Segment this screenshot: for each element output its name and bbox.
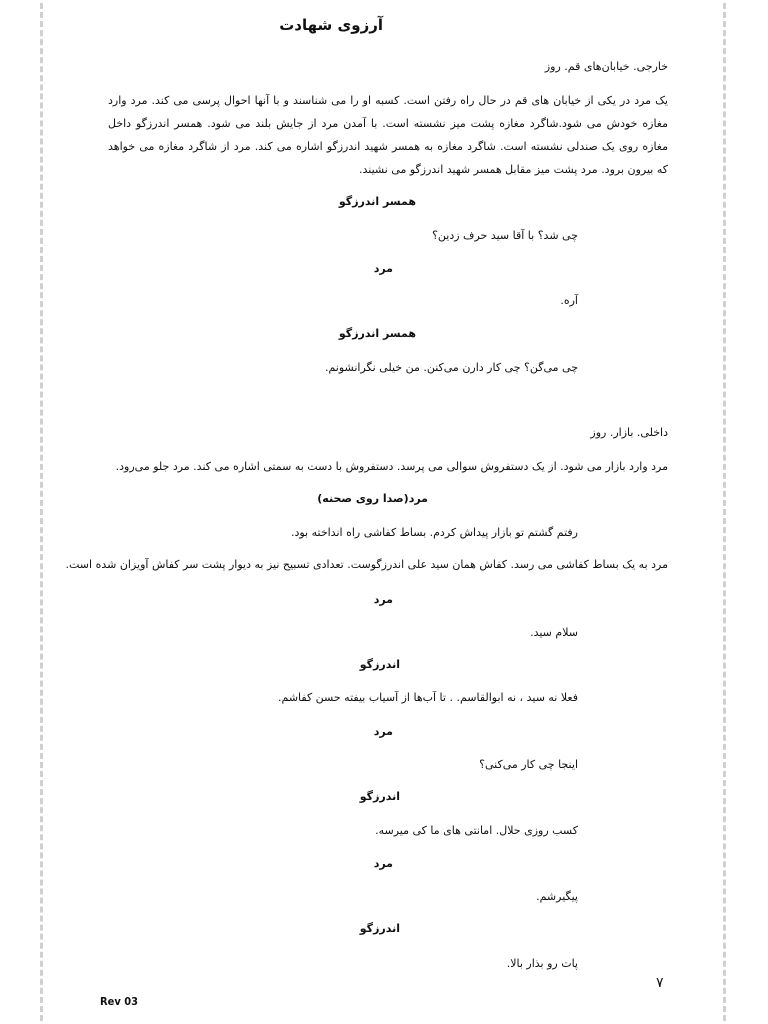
character-name: همسر اندرزگو: [338, 195, 416, 208]
character-name: همسر اندرزگو: [338, 327, 416, 340]
dialogue-line: رفتم گشتم تو بازار پیداش کردم. بساط کفاشی راه انداخته بود.: [290, 526, 578, 539]
revision-label: Rev 03: [100, 995, 139, 1008]
dialogue-line: پات رو بذار بالا.: [506, 957, 578, 970]
character-name: مرد: [373, 262, 393, 275]
character-name: مرد: [373, 725, 393, 738]
action-text: مرد وارد بازار می شود. از یک دستفروش سوالی می پرسد. دستفروش با دست به سمتی اشاره می کند. مرد جلو می‌رود.: [115, 460, 668, 473]
action-text: مرد به یک بساط کفاشی می رسد. کفاش همان سید علی اندرزگوست. تعدادی تسبیح نیز به دیوار پشت سر کفاش آویزان شده است.: [65, 558, 668, 571]
page-number: ۷: [656, 975, 664, 991]
dialogue-line: اینجا چی کار می‌کنی؟: [479, 758, 578, 771]
character-name: اندرزگو: [359, 790, 400, 803]
dialogue-line: چی می‌گن؟ چی کار دارن می‌کنن. من خیلی نگرانشونم.: [324, 361, 578, 374]
scene-heading: خارجی. خیابان‌های قم. روز: [544, 60, 668, 73]
character-name: اندرزگو: [359, 658, 400, 671]
scene-heading: داخلی. بازار. روز: [590, 426, 668, 439]
character-name: مرد(صدا روی صحنه): [317, 492, 428, 505]
character-name: اندرزگو: [359, 922, 400, 935]
dialogue-line: چی شد؟ با آقا سید حرف زدین؟: [432, 229, 578, 242]
dialogue-line: سلام سید.: [530, 626, 578, 639]
dialogue-line: پیگیرشم.: [536, 890, 578, 903]
character-name: مرد: [373, 593, 393, 606]
dialogue-line: فعلا نه سید ، نه ابوالقاسم. . تا آب‌ها از آسیاب بیفته حسن کفاشم.: [278, 691, 578, 704]
action-text: یک مرد در یکی از خیابان های قم در حال راه رفتن است. کسبه او را می شناسند و با آنها احوال پرسی می کند. مرد وارد مغازه خودش می شود.شاگرد مغازه پشت میز نشسته است. با آمدن مرد از جایش بلند می شود. همسر اندرزگو داخل مغازه روی یک صندلی نشسته است. شاگرد مغازه به همسر شهید اندرزگو اشاره می کند. مرد از شاگرد مغازه می خواهد که بیرون برود. مرد پشت میز مقابل همسر شهید اندرزگو می نشیند.: [108, 94, 668, 176]
dialogue-line: آره.: [560, 294, 578, 307]
page-title: آرزوی شهادت: [279, 16, 383, 34]
character-name: مرد: [373, 857, 393, 870]
dialogue-line: کسب روزی حلال. امانتی های ما کی میرسه.: [375, 824, 578, 837]
